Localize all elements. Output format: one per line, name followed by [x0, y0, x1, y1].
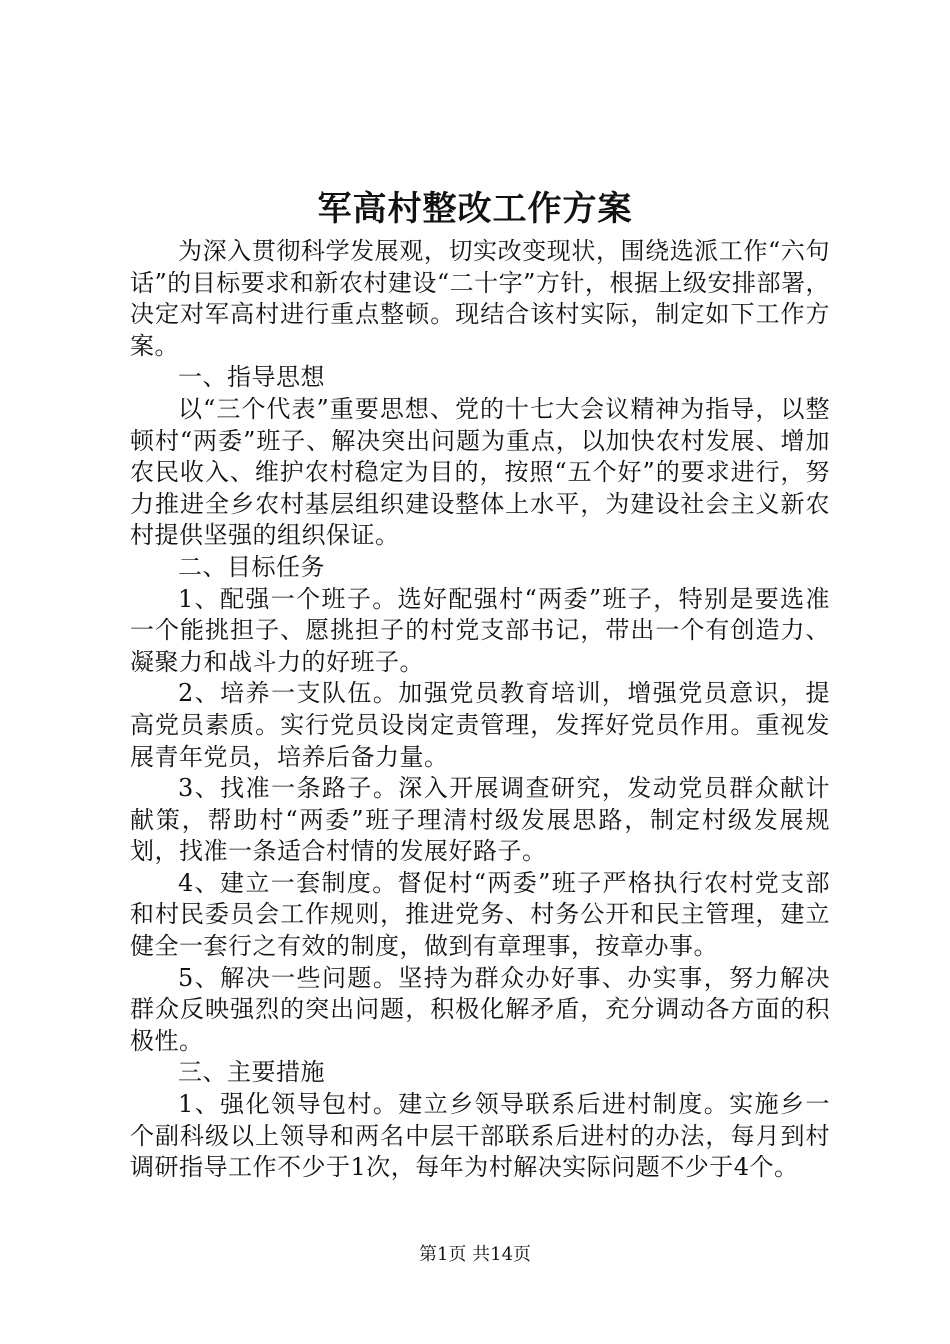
document-body	[130, 236, 830, 1184]
goal-item-1: 1、配强一个班子。选好配强村“两委”班子，特别是要选准一个能挑担子、愿挑担子的村党支部书记，带出一个有创造力、凝聚力和战斗力的好班子。	[130, 584, 830, 676]
section-heading-measures: 三、主要措施	[178, 1058, 325, 1087]
goal-item-4: 4、建立一套制度。督促村“两委”班子严格执行农村党支部和村民委员会工作规则，推进党务、村务公开和民主管理，建立健全一套行之有效的制度，做到有章理事，按章办事。	[130, 868, 830, 961]
goal-item-5: 5、解决一些问题。坚持为群众办好事、办实事，努力解决群众反映强烈的突出问题，积极化解矛盾，充分调动各方面的积极性。	[130, 963, 830, 1055]
intro-paragraph: 为深入贯彻科学发展观，切实改变现状，围绕选派工作“六句话”的目标要求和新农村建设“二十字”方针，根据上级安排部署，决定对军高村进行重点整顿。现结合该村实际，制定如下工作方案。	[130, 237, 830, 360]
section-heading-guiding-ideology: 一、指导思想	[178, 363, 325, 392]
measure-item-1: 1、强化领导包村。建立乡领导联系后进村制度。实施乡一个副科级以上领导和两名中层干部联系后进村的办法，每月到村调研指导工作不少于1次，每年为村解决实际问题不少于4个。	[130, 1090, 830, 1182]
guiding-ideology-paragraph: 以“三个代表”重要思想、党的十七大会议精神为指导，以整顿村“两委”班子、解决突出问题为重点，以加快农村发展、增加农民收入、维护农村稳定为目的，按照“五个好”的要求进行，努力推进全乡农村基层组织建设整体上水平，为建设社会主义新农村提供坚强的组织保证。	[130, 394, 830, 550]
document-title: 军高村整改工作方案	[317, 189, 633, 229]
section-heading-goals: 二、目标任务	[178, 552, 325, 581]
goal-item-2: 2、培养一支队伍。加强党员教育培训，增强党员意识，提高党员素质。实行党员设岗定责管理，发挥好党员作用。重视发展青年党员，培养后备力量。	[130, 679, 830, 771]
goal-item-3: 3、找准一条路子。深入开展调查研究，发动党员群众献计献策，帮助村“两委”班子理清村级发展思路，制定村级发展规划，找准一条适合村情的发展好路子。	[130, 774, 830, 866]
page-number-footer: 第1页 共14页	[418, 1244, 532, 1265]
